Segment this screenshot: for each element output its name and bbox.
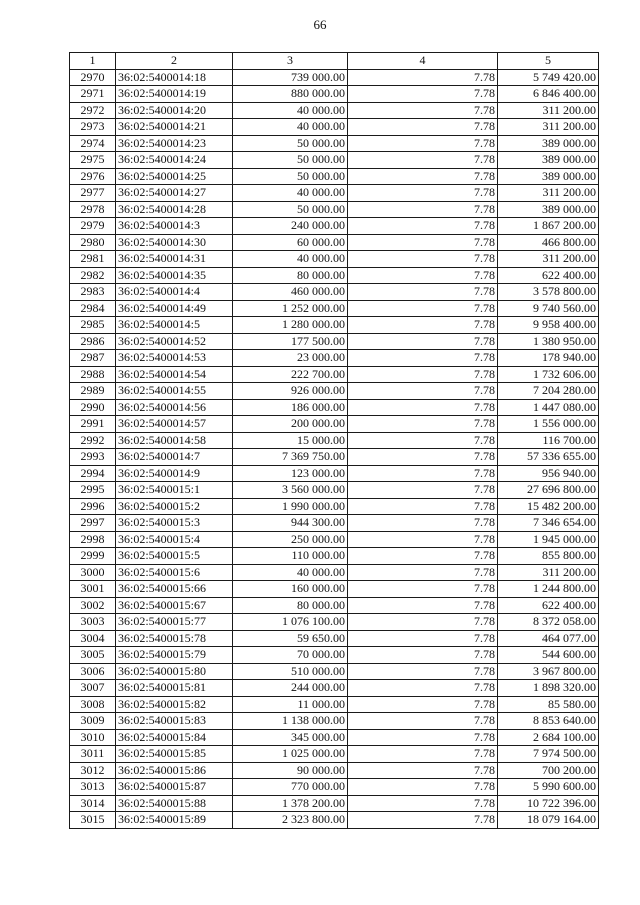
table-row: [70, 713, 599, 730]
value-cell: 200 000.00: [233, 416, 348, 433]
cadastral-number-cell: 36:02:5400015:89: [116, 812, 233, 829]
total-cell: 9 740 560.00: [498, 300, 599, 317]
rate-cell: 7.78: [348, 498, 498, 515]
total-cell: 622 400.00: [498, 597, 599, 614]
rate-cell: 7.78: [348, 251, 498, 268]
value-cell: 110 000.00: [233, 548, 348, 565]
rate-cell: 7.78: [348, 69, 498, 86]
rate-cell: 7.78: [348, 234, 498, 251]
total-cell: 5 990 600.00: [498, 779, 599, 796]
rate-cell: 7.78: [348, 729, 498, 746]
table-row: [70, 762, 599, 779]
value-cell: 60 000.00: [233, 234, 348, 251]
row-number-cell: 2976: [70, 168, 116, 185]
rate-cell: 7.78: [348, 333, 498, 350]
table-row: [70, 201, 599, 218]
rate-cell: 7.78: [348, 201, 498, 218]
total-cell: 1 867 200.00: [498, 218, 599, 235]
rate-cell: 7.78: [348, 762, 498, 779]
table-row: [70, 135, 599, 152]
row-number-cell: 2983: [70, 284, 116, 301]
total-cell: 27 696 800.00: [498, 482, 599, 499]
total-cell: 116 700.00: [498, 432, 599, 449]
rate-cell: 7.78: [348, 300, 498, 317]
row-number-cell: 2977: [70, 185, 116, 202]
value-cell: 23 000.00: [233, 350, 348, 367]
table-row: [70, 564, 599, 581]
value-cell: 510 000.00: [233, 663, 348, 680]
value-cell: 944 300.00: [233, 515, 348, 532]
cadastral-number-cell: 36:02:5400014:28: [116, 201, 233, 218]
row-number-cell: 2994: [70, 465, 116, 482]
table-row: [70, 581, 599, 598]
row-number-cell: 2982: [70, 267, 116, 284]
cadastral-number-cell: 36:02:5400014:54: [116, 366, 233, 383]
rate-cell: 7.78: [348, 284, 498, 301]
cadastral-number-cell: 36:02:5400014:4: [116, 284, 233, 301]
total-cell: 389 000.00: [498, 201, 599, 218]
row-number-cell: 2992: [70, 432, 116, 449]
total-cell: 3 578 800.00: [498, 284, 599, 301]
rate-cell: 7.78: [348, 432, 498, 449]
rate-cell: 7.78: [348, 680, 498, 697]
table-row: [70, 746, 599, 763]
rate-cell: 7.78: [348, 399, 498, 416]
rate-cell: 7.78: [348, 350, 498, 367]
table-row: [70, 218, 599, 235]
value-cell: 177 500.00: [233, 333, 348, 350]
value-cell: 926 000.00: [233, 383, 348, 400]
total-cell: 1 447 080.00: [498, 399, 599, 416]
rate-cell: 7.78: [348, 185, 498, 202]
value-cell: 250 000.00: [233, 531, 348, 548]
total-cell: 6 846 400.00: [498, 86, 599, 103]
value-cell: 11 000.00: [233, 696, 348, 713]
rate-cell: 7.78: [348, 531, 498, 548]
total-cell: 1 556 000.00: [498, 416, 599, 433]
rate-cell: 7.78: [348, 482, 498, 499]
total-cell: 2 684 100.00: [498, 729, 599, 746]
table-row: [70, 663, 599, 680]
row-number-cell: 2978: [70, 201, 116, 218]
rate-cell: 7.78: [348, 795, 498, 812]
total-cell: 7 346 654.00: [498, 515, 599, 532]
rate-cell: 7.78: [348, 119, 498, 136]
table-row: [70, 779, 599, 796]
total-cell: 7 974 500.00: [498, 746, 599, 763]
table-row: [70, 548, 599, 565]
table-row: [70, 696, 599, 713]
row-number-cell: 2987: [70, 350, 116, 367]
rate-cell: 7.78: [348, 383, 498, 400]
cadastral-table: [69, 52, 599, 829]
total-cell: 1 945 000.00: [498, 531, 599, 548]
rate-cell: 7.78: [348, 267, 498, 284]
rate-cell: 7.78: [348, 630, 498, 647]
table-row: [70, 152, 599, 169]
value-cell: 1 138 000.00: [233, 713, 348, 730]
total-cell: 1 898 320.00: [498, 680, 599, 697]
rate-cell: 7.78: [348, 366, 498, 383]
cadastral-number-cell: 36:02:5400014:9: [116, 465, 233, 482]
cadastral-number-cell: 36:02:5400015:5: [116, 548, 233, 565]
column-header-2: 2: [116, 53, 233, 70]
value-cell: 90 000.00: [233, 762, 348, 779]
table-row: [70, 317, 599, 334]
row-number-cell: 2989: [70, 383, 116, 400]
cadastral-number-cell: 36:02:5400014:53: [116, 350, 233, 367]
rate-cell: 7.78: [348, 218, 498, 235]
value-cell: 123 000.00: [233, 465, 348, 482]
cadastral-number-cell: 36:02:5400015:77: [116, 614, 233, 631]
row-number-cell: 2979: [70, 218, 116, 235]
row-number-cell: 2980: [70, 234, 116, 251]
total-cell: 700 200.00: [498, 762, 599, 779]
row-number-cell: 2970: [70, 69, 116, 86]
value-cell: 1 378 200.00: [233, 795, 348, 812]
rate-cell: 7.78: [348, 548, 498, 565]
table-row: [70, 614, 599, 631]
table-row: [70, 515, 599, 532]
rate-cell: 7.78: [348, 647, 498, 664]
table-row: [70, 102, 599, 119]
cadastral-number-cell: 36:02:5400015:84: [116, 729, 233, 746]
cadastral-number-cell: 36:02:5400015:86: [116, 762, 233, 779]
row-number-cell: 3008: [70, 696, 116, 713]
rate-cell: 7.78: [348, 746, 498, 763]
table-row: [70, 449, 599, 466]
total-cell: 10 722 396.00: [498, 795, 599, 812]
total-cell: 9 958 400.00: [498, 317, 599, 334]
row-number-cell: 3012: [70, 762, 116, 779]
row-number-cell: 2971: [70, 86, 116, 103]
value-cell: 80 000.00: [233, 267, 348, 284]
table-row: [70, 350, 599, 367]
value-cell: 345 000.00: [233, 729, 348, 746]
cadastral-number-cell: 36:02:5400015:80: [116, 663, 233, 680]
row-number-cell: 3015: [70, 812, 116, 829]
total-cell: 178 940.00: [498, 350, 599, 367]
total-cell: 464 077.00: [498, 630, 599, 647]
cadastral-number-cell: 36:02:5400014:20: [116, 102, 233, 119]
total-cell: 311 200.00: [498, 251, 599, 268]
total-cell: 15 482 200.00: [498, 498, 599, 515]
total-cell: 18 079 164.00: [498, 812, 599, 829]
row-number-cell: 3004: [70, 630, 116, 647]
table-row: [70, 531, 599, 548]
value-cell: 59 650.00: [233, 630, 348, 647]
total-cell: 8 853 640.00: [498, 713, 599, 730]
table-row: [70, 498, 599, 515]
cadastral-number-cell: 36:02:5400015:78: [116, 630, 233, 647]
value-cell: 1 280 000.00: [233, 317, 348, 334]
row-number-cell: 2996: [70, 498, 116, 515]
row-number-cell: 2981: [70, 251, 116, 268]
cadastral-number-cell: 36:02:5400015:81: [116, 680, 233, 697]
value-cell: 1 252 000.00: [233, 300, 348, 317]
total-cell: 1 732 606.00: [498, 366, 599, 383]
row-number-cell: 2986: [70, 333, 116, 350]
value-cell: 222 700.00: [233, 366, 348, 383]
cadastral-number-cell: 36:02:5400015:1: [116, 482, 233, 499]
column-header-3: 3: [233, 53, 348, 70]
rate-cell: 7.78: [348, 564, 498, 581]
page-number: 66: [313, 17, 327, 32]
header-row: [70, 53, 599, 70]
value-cell: 186 000.00: [233, 399, 348, 416]
cadastral-number-cell: 36:02:5400014:24: [116, 152, 233, 169]
value-cell: 40 000.00: [233, 119, 348, 136]
table-row: [70, 234, 599, 251]
total-cell: 956 940.00: [498, 465, 599, 482]
row-number-cell: 2974: [70, 135, 116, 152]
cadastral-number-cell: 36:02:5400014:18: [116, 69, 233, 86]
total-cell: 389 000.00: [498, 168, 599, 185]
rate-cell: 7.78: [348, 812, 498, 829]
rate-cell: 7.78: [348, 515, 498, 532]
row-number-cell: 3013: [70, 779, 116, 796]
cadastral-number-cell: 36:02:5400015:87: [116, 779, 233, 796]
cadastral-number-cell: 36:02:5400014:7: [116, 449, 233, 466]
value-cell: 739 000.00: [233, 69, 348, 86]
value-cell: 244 000.00: [233, 680, 348, 697]
total-cell: 311 200.00: [498, 119, 599, 136]
total-cell: 544 600.00: [498, 647, 599, 664]
cadastral-number-cell: 36:02:5400015:88: [116, 795, 233, 812]
rate-cell: 7.78: [348, 416, 498, 433]
table-row: [70, 251, 599, 268]
table-row: [70, 366, 599, 383]
rate-cell: 7.78: [348, 135, 498, 152]
value-cell: 50 000.00: [233, 201, 348, 218]
value-cell: 50 000.00: [233, 152, 348, 169]
row-number-cell: 3007: [70, 680, 116, 697]
total-cell: 855 800.00: [498, 548, 599, 565]
cadastral-number-cell: 36:02:5400015:67: [116, 597, 233, 614]
cadastral-number-cell: 36:02:5400014:3: [116, 218, 233, 235]
row-number-cell: 2991: [70, 416, 116, 433]
rate-cell: 7.78: [348, 614, 498, 631]
table-row: [70, 185, 599, 202]
rate-cell: 7.78: [348, 663, 498, 680]
column-header-1: 1: [70, 53, 116, 70]
cadastral-number-cell: 36:02:5400014:5: [116, 317, 233, 334]
table-row: [70, 482, 599, 499]
table-row: [70, 267, 599, 284]
rate-cell: 7.78: [348, 465, 498, 482]
row-number-cell: 3000: [70, 564, 116, 581]
value-cell: 1 990 000.00: [233, 498, 348, 515]
value-cell: 7 369 750.00: [233, 449, 348, 466]
cadastral-number-cell: 36:02:5400014:27: [116, 185, 233, 202]
rate-cell: 7.78: [348, 102, 498, 119]
rate-cell: 7.78: [348, 168, 498, 185]
total-cell: 3 967 800.00: [498, 663, 599, 680]
table-row: [70, 383, 599, 400]
value-cell: 160 000.00: [233, 581, 348, 598]
rate-cell: 7.78: [348, 152, 498, 169]
cadastral-number-cell: 36:02:5400014:31: [116, 251, 233, 268]
cadastral-number-cell: 36:02:5400015:85: [116, 746, 233, 763]
row-number-cell: 2972: [70, 102, 116, 119]
rate-cell: 7.78: [348, 696, 498, 713]
row-number-cell: 3010: [70, 729, 116, 746]
row-number-cell: 2999: [70, 548, 116, 565]
cadastral-number-cell: 36:02:5400015:4: [116, 531, 233, 548]
cadastral-number-cell: 36:02:5400014:23: [116, 135, 233, 152]
row-number-cell: 3003: [70, 614, 116, 631]
value-cell: 3 560 000.00: [233, 482, 348, 499]
cadastral-number-cell: 36:02:5400015:3: [116, 515, 233, 532]
table-row: [70, 399, 599, 416]
table-row: [70, 168, 599, 185]
value-cell: 770 000.00: [233, 779, 348, 796]
cadastral-number-cell: 36:02:5400014:58: [116, 432, 233, 449]
total-cell: 5 749 420.00: [498, 69, 599, 86]
cadastral-number-cell: 36:02:5400014:55: [116, 383, 233, 400]
cadastral-number-cell: 36:02:5400015:2: [116, 498, 233, 515]
cadastral-number-cell: 36:02:5400014:25: [116, 168, 233, 185]
column-header-4: 4: [348, 53, 498, 70]
value-cell: 460 000.00: [233, 284, 348, 301]
row-number-cell: 2988: [70, 366, 116, 383]
rate-cell: 7.78: [348, 713, 498, 730]
total-cell: 8 372 058.00: [498, 614, 599, 631]
row-number-cell: 2984: [70, 300, 116, 317]
cadastral-number-cell: 36:02:5400015:83: [116, 713, 233, 730]
cadastral-number-cell: 36:02:5400014:56: [116, 399, 233, 416]
table-row: [70, 795, 599, 812]
table-row: [70, 119, 599, 136]
row-number-cell: 2990: [70, 399, 116, 416]
row-number-cell: 3001: [70, 581, 116, 598]
value-cell: 2 323 800.00: [233, 812, 348, 829]
value-cell: 240 000.00: [233, 218, 348, 235]
row-number-cell: 2985: [70, 317, 116, 334]
cadastral-number-cell: 36:02:5400015:79: [116, 647, 233, 664]
value-cell: 40 000.00: [233, 564, 348, 581]
row-number-cell: 2973: [70, 119, 116, 136]
row-number-cell: 3005: [70, 647, 116, 664]
cadastral-number-cell: 36:02:5400014:57: [116, 416, 233, 433]
total-cell: 466 800.00: [498, 234, 599, 251]
table-row: [70, 416, 599, 433]
total-cell: 57 336 655.00: [498, 449, 599, 466]
row-number-cell: 2995: [70, 482, 116, 499]
value-cell: 880 000.00: [233, 86, 348, 103]
total-cell: 389 000.00: [498, 152, 599, 169]
row-number-cell: 2997: [70, 515, 116, 532]
value-cell: 15 000.00: [233, 432, 348, 449]
rate-cell: 7.78: [348, 779, 498, 796]
table-row: [70, 812, 599, 829]
rate-cell: 7.78: [348, 86, 498, 103]
column-header-5: 5: [498, 53, 599, 70]
table-row: [70, 69, 599, 86]
cadastral-number-cell: 36:02:5400014:35: [116, 267, 233, 284]
cadastral-number-cell: 36:02:5400015:6: [116, 564, 233, 581]
total-cell: 311 200.00: [498, 185, 599, 202]
cadastral-number-cell: 36:02:5400015:66: [116, 581, 233, 598]
table-row: [70, 300, 599, 317]
table-row: [70, 333, 599, 350]
rate-cell: 7.78: [348, 317, 498, 334]
cadastral-number-cell: 36:02:5400014:19: [116, 86, 233, 103]
row-number-cell: 2975: [70, 152, 116, 169]
total-cell: 311 200.00: [498, 102, 599, 119]
value-cell: 50 000.00: [233, 135, 348, 152]
table-body: [70, 69, 599, 828]
table-row: [70, 284, 599, 301]
cadastral-number-cell: 36:02:5400014:30: [116, 234, 233, 251]
rate-cell: 7.78: [348, 449, 498, 466]
total-cell: 7 204 280.00: [498, 383, 599, 400]
value-cell: 50 000.00: [233, 168, 348, 185]
cadastral-number-cell: 36:02:5400014:21: [116, 119, 233, 136]
table-row: [70, 86, 599, 103]
table-row: [70, 432, 599, 449]
row-number-cell: 3011: [70, 746, 116, 763]
row-number-cell: 3002: [70, 597, 116, 614]
table-row: [70, 680, 599, 697]
table-row: [70, 647, 599, 664]
cadastral-number-cell: 36:02:5400014:52: [116, 333, 233, 350]
total-cell: 311 200.00: [498, 564, 599, 581]
row-number-cell: 3009: [70, 713, 116, 730]
total-cell: 622 400.00: [498, 267, 599, 284]
rate-cell: 7.78: [348, 597, 498, 614]
cadastral-number-cell: 36:02:5400015:82: [116, 696, 233, 713]
value-cell: 40 000.00: [233, 102, 348, 119]
value-cell: 40 000.00: [233, 251, 348, 268]
row-number-cell: 2998: [70, 531, 116, 548]
table-row: [70, 630, 599, 647]
table-row: [70, 597, 599, 614]
value-cell: 80 000.00: [233, 597, 348, 614]
value-cell: 1 025 000.00: [233, 746, 348, 763]
rate-cell: 7.78: [348, 581, 498, 598]
table-row: [70, 465, 599, 482]
value-cell: 1 076 100.00: [233, 614, 348, 631]
value-cell: 40 000.00: [233, 185, 348, 202]
value-cell: 70 000.00: [233, 647, 348, 664]
total-cell: 1 380 950.00: [498, 333, 599, 350]
total-cell: 389 000.00: [498, 135, 599, 152]
total-cell: 1 244 800.00: [498, 581, 599, 598]
table-row: [70, 729, 599, 746]
row-number-cell: 3006: [70, 663, 116, 680]
total-cell: 85 580.00: [498, 696, 599, 713]
cadastral-number-cell: 36:02:5400014:49: [116, 300, 233, 317]
row-number-cell: 3014: [70, 795, 116, 812]
row-number-cell: 2993: [70, 449, 116, 466]
